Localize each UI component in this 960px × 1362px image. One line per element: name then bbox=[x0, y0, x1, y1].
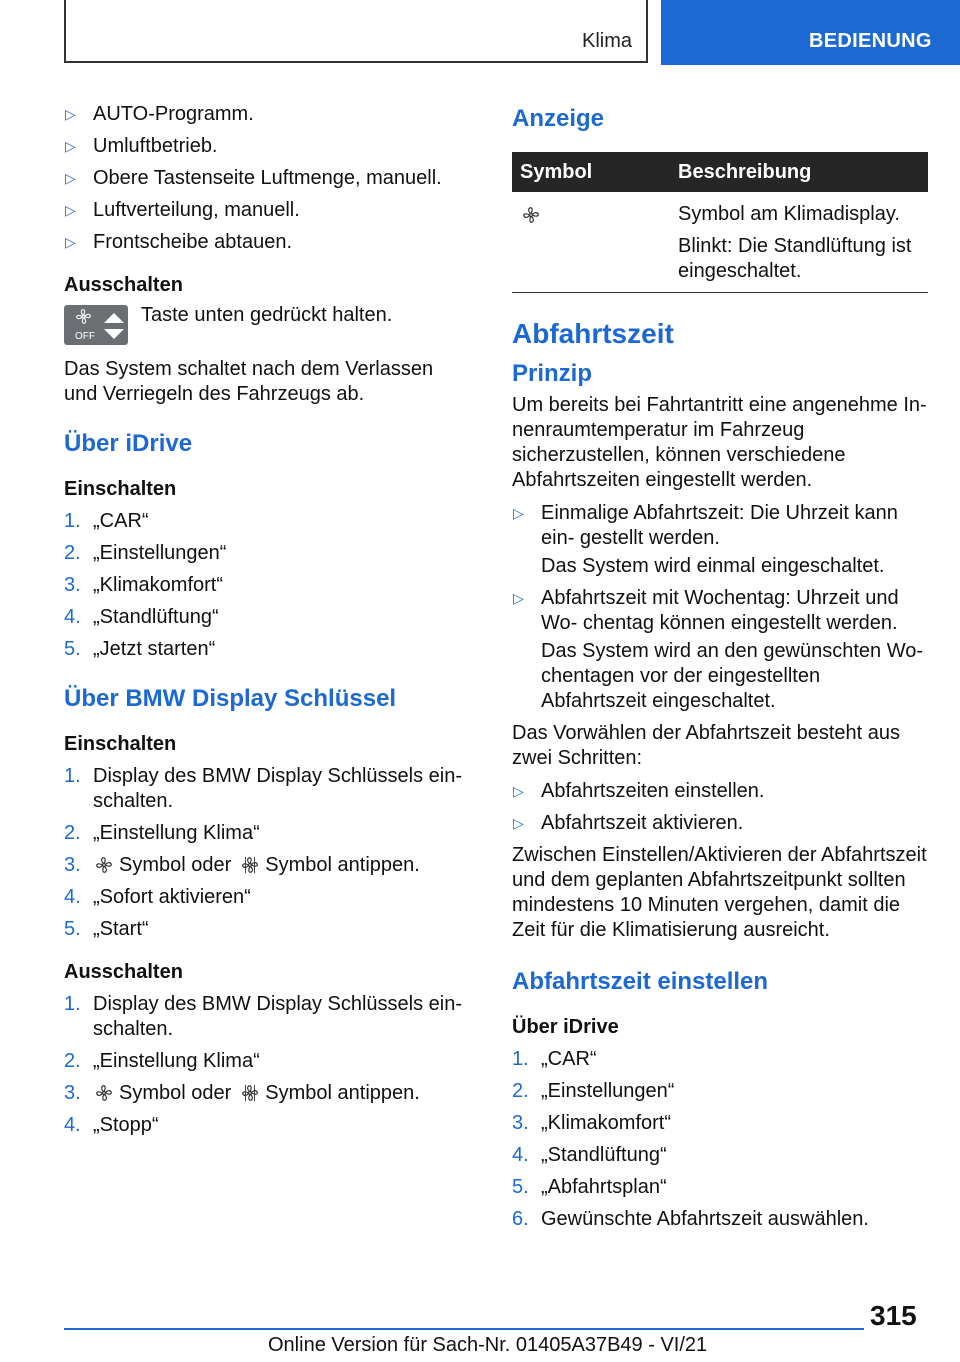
step-number: 2. bbox=[64, 1050, 81, 1072]
page-number: 315 bbox=[870, 1300, 917, 1331]
step-item: 3. „Klimakomfort“ bbox=[512, 1112, 672, 1134]
einstellen-subheading: Über iDrive bbox=[512, 1016, 619, 1038]
bullet-item: ▷ Abfahrtszeit aktivieren. bbox=[513, 812, 744, 834]
step-number: 1. bbox=[64, 765, 81, 787]
step-number: 5. bbox=[64, 638, 81, 660]
step-number: 6. bbox=[512, 1208, 529, 1230]
anzeige-heading: Anzeige bbox=[512, 105, 605, 132]
step-item: 1. Display des BMW Display Schlüssels ein- schalten. bbox=[64, 993, 463, 1040]
idrive-subheading: Einschalten bbox=[64, 478, 177, 500]
step-item: 3. Symbol oder Symbol antippen. bbox=[64, 1082, 420, 1104]
abfahrtszeit-heading: Abfahrtszeit bbox=[512, 318, 674, 349]
step-number: 1. bbox=[64, 993, 81, 1015]
triangle-bullet-icon: ▷ bbox=[513, 505, 524, 521]
bullet-item: ▷ Obere Tastenseite Luftmenge, manuell. bbox=[65, 167, 442, 189]
step-number: 1. bbox=[64, 510, 81, 532]
bullet-item: ▷ Abfahrtszeit mit Wochentag: Uhrzeit und Wo- chentag können eingestellt werden. bbox=[513, 587, 899, 634]
fan-alt-icon bbox=[241, 1084, 259, 1102]
step-item: 2. „Einstellungen“ bbox=[512, 1080, 675, 1102]
zwischen-text: Zwischen Einstellen/Aktivieren der Abfahrtszeit und dem geplanten Abfahrtszeitpunkt sollten mindestens 10 Minuten vergehen, damit die Zeit für die Klimatisierung ausreicht. bbox=[512, 844, 927, 941]
bullet-item: ▷ Abfahrtszeiten einstellen. bbox=[513, 780, 765, 802]
step-item: 1. „CAR“ bbox=[64, 510, 149, 532]
off-label: OFF bbox=[75, 331, 95, 342]
step-item: 1. „CAR“ bbox=[512, 1048, 597, 1070]
key-off-subheading: Ausschalten bbox=[64, 961, 183, 983]
header-chapter-label: BEDIENUNG bbox=[809, 30, 932, 52]
bullet-item: ▷ Frontscheibe abtauen. bbox=[65, 231, 293, 253]
einstellen-heading: Abfahrtszeit einstellen bbox=[512, 968, 769, 995]
step-number: 3. bbox=[64, 574, 81, 596]
step-item: 2. „Einstellungen“ bbox=[64, 542, 227, 564]
triangle-bullet-icon: ▷ bbox=[65, 138, 76, 154]
right-column bbox=[512, 102, 928, 1239]
fan-off-button-icon bbox=[64, 305, 128, 345]
step-item: 2. „Einstellung Klima“ bbox=[64, 822, 260, 844]
step-item: 1. Display des BMW Display Schlüssels ein- schalten. bbox=[64, 765, 463, 812]
table-header-row bbox=[512, 152, 928, 192]
step-number: 4. bbox=[64, 1114, 81, 1136]
step-number: 4. bbox=[64, 606, 81, 628]
table-header-cell: Beschreibung bbox=[670, 152, 928, 192]
table-symbol-cell bbox=[512, 192, 670, 293]
display-key-heading: Über BMW Display Schlüssel bbox=[64, 685, 397, 712]
step-number: 4. bbox=[512, 1144, 529, 1166]
step-number: 3. bbox=[64, 854, 81, 876]
vorwahl-text: Das Vorwählen der Abfahrtszeit besteht aus zwei Schritten: bbox=[512, 722, 901, 769]
step-item: 3. Symbol oder Symbol antippen. bbox=[64, 854, 420, 876]
footer-text: Online Version für Sach-Nr. 01405A37B49 - VI/21 bbox=[268, 1334, 708, 1356]
header-chapter-tab bbox=[661, 0, 960, 65]
step-item: 4. „Standlüftung“ bbox=[64, 606, 219, 628]
table-desc-cell: Symbol am Klimadisplay. Blinkt: Die Standlüftung ist eingeschaltet. bbox=[678, 203, 912, 282]
triangle-bullet-icon: ▷ bbox=[513, 590, 524, 606]
header-frame bbox=[64, 0, 648, 63]
step-number: 3. bbox=[512, 1112, 529, 1134]
page-header bbox=[0, 0, 960, 66]
step-item: 5. „Jetzt starten“ bbox=[64, 638, 216, 660]
fan-icon bbox=[522, 206, 540, 224]
idrive-heading: Über iDrive bbox=[64, 430, 193, 457]
footer-rule bbox=[64, 1328, 864, 1330]
ausschalten-heading: Ausschalten bbox=[64, 274, 183, 296]
fan-alt-icon bbox=[241, 856, 259, 874]
triangle-bullet-icon: ▷ bbox=[65, 202, 76, 218]
bullet-subtext: Das System wird einmal eingeschaltet. bbox=[541, 555, 885, 577]
bullet-item: ▷ AUTO-Programm. bbox=[65, 103, 254, 125]
step-number: 2. bbox=[64, 542, 81, 564]
step-number: 2. bbox=[64, 822, 81, 844]
step-item: 4. „Sofort aktivieren“ bbox=[64, 886, 251, 908]
step-number: 1. bbox=[512, 1048, 529, 1070]
triangle-bullet-icon: ▷ bbox=[65, 170, 76, 186]
symbol-table bbox=[512, 152, 928, 293]
header-section-title: Klima bbox=[581, 30, 632, 52]
left-column bbox=[64, 102, 464, 1145]
bullet-item: ▷ Umluftbetrieb. bbox=[65, 135, 218, 157]
step-item: 5. „Start“ bbox=[64, 918, 149, 940]
step-item: 4. „Standlüftung“ bbox=[512, 1144, 667, 1166]
fan-icon bbox=[95, 1084, 113, 1102]
triangle-bullet-icon: ▷ bbox=[513, 815, 524, 831]
step-item: 4. „Stopp“ bbox=[64, 1114, 159, 1136]
bullet-subtext: Das System wird an den gewünschten Wo- chentagen vor der eingestellten Abfahrtszeit eingeschaltet. bbox=[541, 640, 924, 712]
key-on-subheading: Einschalten bbox=[64, 733, 177, 755]
step-number: 5. bbox=[512, 1176, 529, 1198]
triangle-bullet-icon: ▷ bbox=[65, 234, 76, 250]
table-row bbox=[512, 192, 928, 293]
step-item: 2. „Einstellung Klima“ bbox=[64, 1050, 260, 1072]
step-number: 5. bbox=[64, 918, 81, 940]
triangle-bullet-icon: ▷ bbox=[513, 783, 524, 799]
step-item: 3. „Klimakomfort“ bbox=[64, 574, 224, 596]
ausschalten-note: Das System schaltet nach dem Verlassen und Verriegeln des Fahrzeugs ab. bbox=[64, 358, 434, 405]
bullet-item: ▷ Luftverteilung, manuell. bbox=[65, 199, 300, 221]
prinzip-text: Um bereits bei Fahrtantritt eine angenehme In- nenraumtemperatur im Fahrzeug sicherzustellen, können verschiedene Abfahrtszeiten eingestellt werden. bbox=[512, 394, 927, 491]
step-item: 6. Gewünschte Abfahrtszeit auswählen. bbox=[512, 1208, 869, 1230]
table-header-cell: Symbol bbox=[512, 152, 670, 192]
step-item: 5. „Abfahrtsplan“ bbox=[512, 1176, 667, 1198]
fan-icon bbox=[95, 856, 113, 874]
step-number: 4. bbox=[64, 886, 81, 908]
step-number: 3. bbox=[64, 1082, 81, 1104]
triangle-bullet-icon: ▷ bbox=[65, 106, 76, 122]
step-number: 2. bbox=[512, 1080, 529, 1102]
button-instruction-text: Taste unten gedrückt halten. bbox=[141, 304, 393, 326]
prinzip-heading: Prinzip bbox=[512, 360, 593, 387]
button-instruction bbox=[64, 305, 464, 351]
bullet-item: ▷ Einmalige Abfahrtszeit: Die Uhrzeit kann ein- gestellt werden. bbox=[513, 502, 898, 549]
